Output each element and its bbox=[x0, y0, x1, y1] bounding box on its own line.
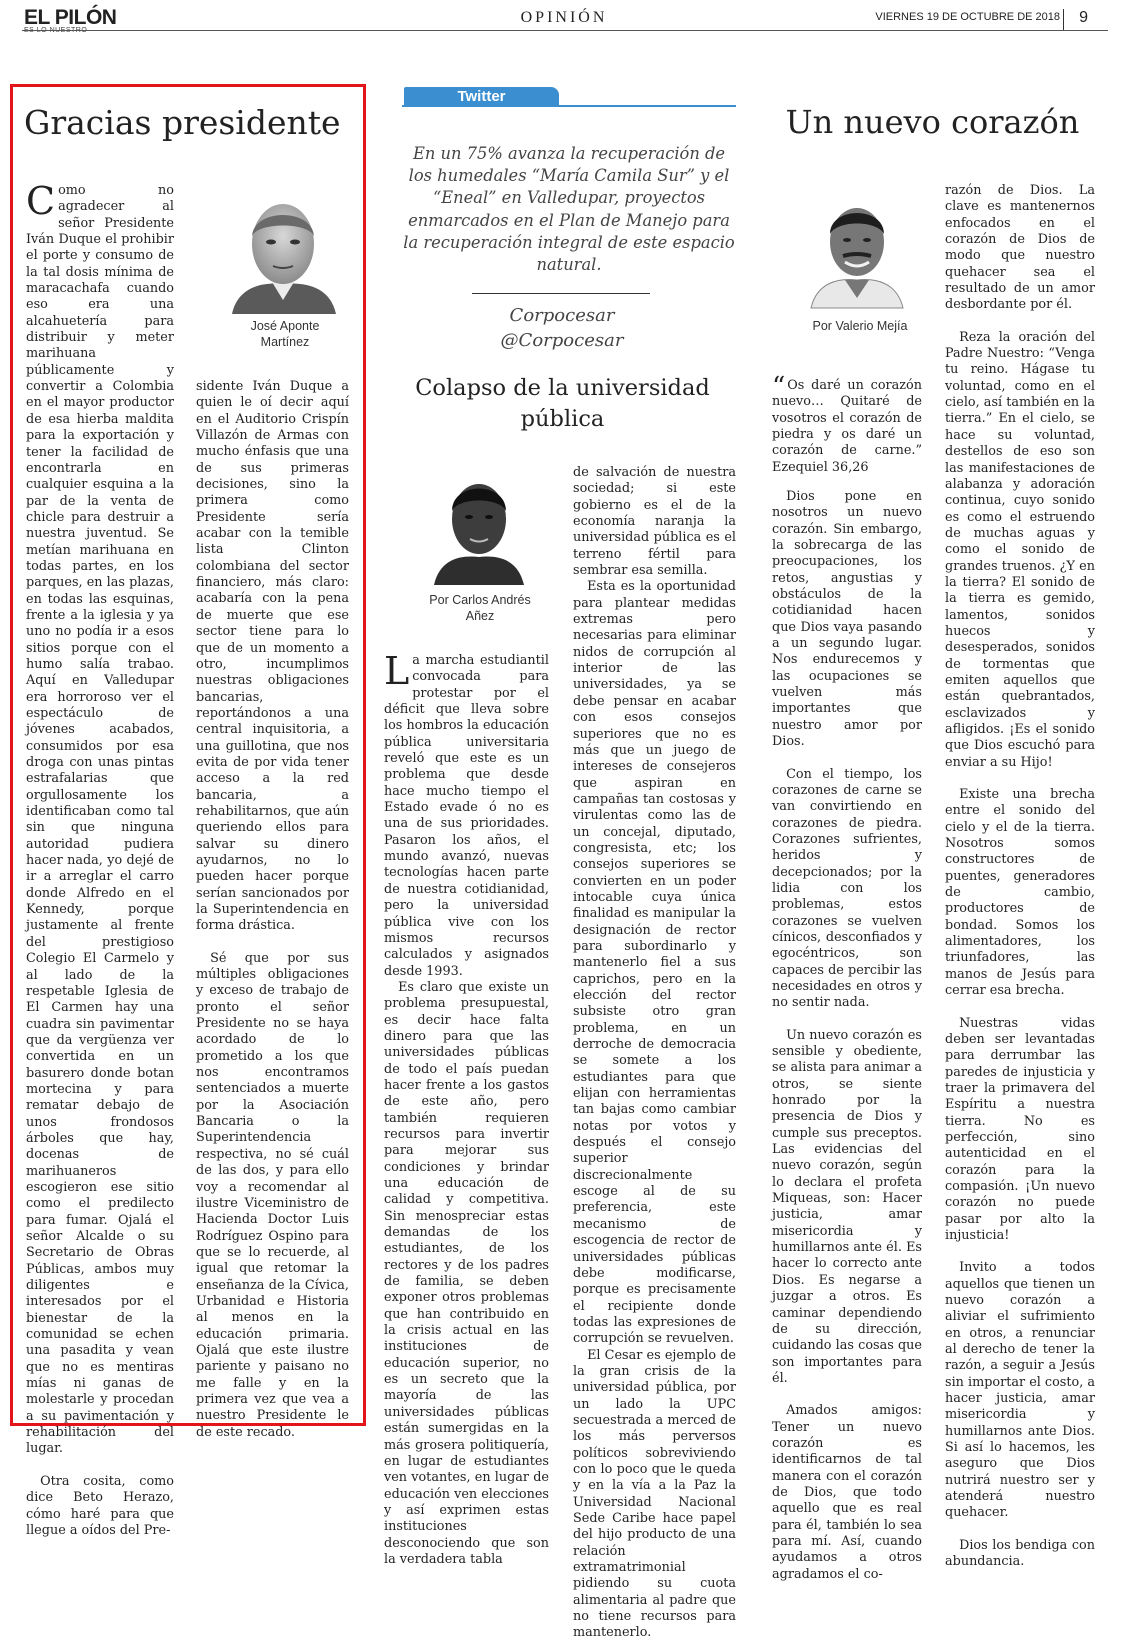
author-photo bbox=[430, 467, 528, 585]
article-column-2 bbox=[945, 183, 1095, 1570]
article-paragraph: Sé que por sus múltiples obligaciones y exceso de trabajo de pronto el señor Presidente no se haya acordado de lo prometido a los que nos encontramos sentenciados a muerte por la Asociación Bancaria o la Superintendencia respectiva, no sé cuál de las dos, y para ello voy a recomendar al ilustre Viceministro de Hacienda Doctor Luis Rodríguez Ospino para que se lo recuerde, al igual que retomar la enseñanza de la Cívica, Urbanidad e Historia al menos en la educación primaria. Ojalá que este ilustre pariente y paisano no me falle y en la primera vez que vea a nuestro Presidente le de este recado. bbox=[196, 950, 349, 1440]
article-paragraph: Dios los bendiga con abundancia. bbox=[945, 1537, 1095, 1570]
author-photo bbox=[224, 186, 342, 314]
tweet-source-handle: @Corpocesar bbox=[500, 330, 624, 351]
author-name: José Aponte bbox=[250, 319, 320, 333]
article-paragraph: razón de Dios. La clave es mantenernos enfocados en el corazón de Dios de modo que nuestro quehacer sea el resultado de un amor desbordante por él. bbox=[945, 183, 1095, 313]
article-column-2 bbox=[573, 465, 736, 1641]
article-paragraph: Dios pone en nosotros un nuevo corazón. Sin embargo, la sobrecarga de las preocupaciones, los retos, angustias y obstáculos de la cotidianidad hacen que Dios vaya pasando a un segundo lugar. Nos endurecemos y las ocupaciones se vuelven más importantes que nuestro amor por Dios. bbox=[772, 489, 922, 750]
page-number: 9 bbox=[1079, 9, 1088, 26]
issue-date: VIERNES 19 DE OCTUBRE DE 2018 bbox=[875, 11, 1060, 23]
header-rule bbox=[22, 30, 1108, 31]
article-paragraph: Con el tiempo, los corazones de carne se van convirtiendo en corazones de piedra. Corazones sufrientes, heridos y decepcionados; por la lidia con los problemas, estos corazones se vuelven cínicos, desconfiados y egocéntricos, son capaces de percibir las necesidades en otros y no sentir nada. bbox=[772, 766, 922, 1011]
article-paragraph: Otra cosita, como dice Beto Herazo, cómo haré para que llegue a oídos del Pre- bbox=[26, 1473, 174, 1538]
article-paragraph: Es claro que existe un problema presupuestal, es decir hace falta dinero para que las universidades públicas de todo el país puedan hacer frente a los gastos de este año, pero también requieren recursos para invertir para mejorar sus condiciones y brindar una educación de calidad y competitiva. Sin menospreciar estas demandas de los estudiantes, de los rectores y de los padres de familia, se deben exponer otros problemas que han contribuido en la crisis actual en las instituciones de educación superior, no es un secreto que la mayoría de las universidades públicas están sumergidas en la más grosera politiquería, en lugar de estudiantes ven votantes, en lugar de educación ven elecciones y así exprimen estas instituciones desconociendo que son la verdadera tabla bbox=[384, 979, 549, 1567]
author-caption: Por Valerio Mejía bbox=[812, 319, 908, 333]
quote-text: Os daré un corazón nuevo… Quitaré de vosotros el corazón de piedra y os daré un corazón de carne.” Ezequiel 36,26 bbox=[772, 378, 922, 475]
author-caption bbox=[405, 592, 555, 624]
header-separator bbox=[1063, 9, 1064, 31]
section-title: OPINIÓN bbox=[520, 9, 608, 26]
article-paragraph: Un nuevo corazón es sensible y obediente, se alista para animar a otros, se siente honrado por la presencia de Dios y cumple sus preceptos. Las evidencias del nuevo corazón, según lo declara el profeta Miqueas, son: Hacer justicia, amar misericordia y humillarnos ante él. Es hacer lo correcto ante Dios. Es negarse a juzgar a otros. Es caminar dependiendo de su dirección, cuidando las cosas que son importantes para él. bbox=[772, 1027, 922, 1386]
article-paragraph: Esta es la oportunidad para plantear medidas extremas pero necesarias para eliminar nidos de corrupción al interior de las universidades, ya se debe pensar en acabar con esos consejos superiores que no es más que un juego de intereses de consejeros que aspiran en campañas tan costosas y virulentas como las de un concejal, diputado, congresista, etc; los consejos superiores se convierten en un poder intocable cuya única finalidad es manipular la designación de rector para subordinarlo y mantenerlo fiel a sus caprichos, pero en la elección del rector subsiste otro gran problema, en un derroche de democracia se somete a los estudiantes para que elijan con herramientas tan bajas como cambiar notas por votos y después el consejo superior discrecionalmente escoge al de su preferencia, este mecanismo de escogencia de rector de universidades públicas debe modificarse, porque es precisamente el recipiente donde todas las expresiones de corrupción se revuelven. bbox=[573, 579, 736, 1347]
tweet-source-name: Corpocesar bbox=[509, 305, 615, 326]
article-paragraph: a marcha estudiantil convocada para protestar por el déficit que lleva sobre los hombros la educación pública universitaria reveló que este es un problema que desde hace mucho tiempo el Estado evade ó no es una de sus prioridades. Pasaron los años, el mundo avanzó, nuevas tecnologías hacen parte de nuestra cotidianidad, pero la universidad pública vive con los mismos recursos calculados y asignados desde 1993. bbox=[384, 653, 549, 979]
drop-cap: C bbox=[26, 179, 56, 223]
article-paragraph: Invito a todos aquellos que tienen un nuevo corazón a aliviar el sufrimiento en otros, a renunciar al derecho de tener la razón, a seguir a Jesús sin importar el costo, a hacer justicia, amar misericordia y humillarnos ante Dios. Si así lo hacemos, les aseguro que Dios nutrirá nuestro ser y atenderá nuestro quehacer. bbox=[945, 1260, 1095, 1521]
article-title: Gracias presidente bbox=[24, 103, 341, 142]
article-paragraph: Nuestras vidas deben ser levantadas para derrumbar las paredes de injusticia y traer la primavera del Espíritu a nuestra tierra. No es perfección, sino autenticidad en el corazón para la compasión. ¡Un nuevo corazón no puede pasar por alto la injusticia! bbox=[945, 1015, 1095, 1243]
twitter-label: Twitter bbox=[404, 87, 559, 106]
article-paragraph: El Cesar es ejemplo de la gran crisis de la universidad pública, por un lado la UPC secuestrada a merced de los más perversos políticos sobreviviendo con lo poco que le queda y en la vía a la Paz la Universidad Nacional Sede Caribe hace papel del hijo producto de una relación extramatrimonial pidiendo su cuota alimentaria al padre que no tiene recursos para mantenerlo. bbox=[573, 1347, 736, 1641]
article-column-1 bbox=[26, 179, 174, 1538]
article-paragraph: de salvación de nuestra sociedad; si este gobierno es el de la economía naranja la universidad pública es el terreno fértil para sembrar esa semilla. bbox=[573, 465, 736, 579]
tweet-source bbox=[402, 303, 722, 353]
author-surname: Añez bbox=[465, 609, 495, 623]
author-surname: Martínez bbox=[260, 335, 310, 349]
tweet-text: En un 75% avanza la recuperación de los humedales “María Camila Sur” y el “Eneal” en Valledupar, proyectos enmarcados en el Plan de Manejo para la recuperación integral de este espacio natural. bbox=[403, 144, 735, 275]
article-column-1 bbox=[772, 489, 922, 1582]
newspaper-logo: EL PILÓN bbox=[24, 6, 117, 29]
article-paragraph: Amados amigos: Tener un nuevo corazón es identificarnos de tal manera con el corazón de Dios, que todo aquello que es real para él, también lo sea para mí. Así, cuando ayudamos a otros agradamos el co- bbox=[772, 1403, 922, 1582]
drop-cap: L bbox=[384, 649, 410, 693]
article-title: Colapso de la universidad pública bbox=[415, 375, 710, 432]
pull-quote: “ Os daré un corazón nuevo… Quitaré de vosotros el corazón de piedra y os daré un corazón de carne.” Ezequiel 36,26 bbox=[772, 372, 922, 475]
author-name: Por Carlos Andrés bbox=[429, 593, 531, 607]
article-paragraph: omo no agradecer al señor Presidente Iván Duque el prohibir el porte y consumo de la tal dosis mínima de maracachafa cuando eso era una alcahuetería para distribuir y meter marihuana públicamente y convertir a Colombia en el mayor productor de esa hierba maldita para la exportación y tener la facilidad de encontrarla en cualquier esquina a la par de la venta de chicle para destruir a nuestra juventud. Se metían marihuana en todas partes, en los parques, en las plazas, en todas las esquinas, frente a la iglesia y ya uno no podía ir a esos sitios porque con el humo salía trabao. Aquí en Valledupar era horroroso ver el espectáculo de jóvenes acabados, consumidos por esa droga con unas pintas estrafalarias que orgullosamente los identificaban como tal sin que ninguna autoridad pudiera hacer nada, yo dejé de ir a arreglar el carro donde Alfredo en el Kennedy, porque justamente al frente del prestigioso Colegio El Carmelo y al lado de la respetable Iglesia de El Carmen hay una cuadra sin pavimentar que da vergüenza ver convertida en un basurero donde botan mortecina y para rematar debajo de unos frondosos árboles que hay, docenas de marihuaneros escogieron ese sitio como el predilecto para fumar. Ojalá el señor Alcalde o su Secretario de Obras Públicas, ambos muy diligentes e interesados por el bienestar de la comunidad se echen una pasadita y vean que no es mentiras mías ni ganas de molestarle y procedan a su pavimentación y rehabilitación del lugar. bbox=[26, 183, 174, 1457]
article-column-2 bbox=[196, 379, 349, 1440]
article-paragraph: Reza la oración del Padre Nuestro: “Venga tu reino. Hágase tu voluntad, como en el cielo, así también en la tierra.” En el cielo, se hace su voluntad, destellos de eso son las manifestaciones de alabanza y adoración continua, cuyo sonido es como el estruendo de muchas aguas y como el sonido de grandes truenos. ¿Y en la tierra? El sonido de la tierra es gemido, lamentos, sonidos huecos y desesperados, sonidos de tormentas que emiten aquellos que están quebrantados, esclavizados y afligidos. ¡Es el sonido que Dios escuchó para enviar a su Hijo! bbox=[945, 329, 1095, 770]
article-paragraph: Existe una brecha entre el sonido del cielo y el de la tierra. Nosotros somos constructores de puentes, generadores de cambio, productores de bondad. Somos los alimentadores, los triunfadores, las manos de Jesús para cerrar esa brecha. bbox=[945, 787, 1095, 999]
article-title: Un nuevo corazón bbox=[785, 103, 1080, 141]
article-column-1 bbox=[384, 649, 549, 1567]
author-photo bbox=[805, 190, 909, 308]
author-caption bbox=[215, 318, 355, 350]
article-paragraph: sidente Iván Duque a quien le oí decir aquí en el Auditorio Crispín Villazón de Armas con mucho énfasis que una de sus primeras decisiones, sino la primera como Presidente sería acabar con la temible lista Clinton colombiana del sector financiero, más claro: acabaría con la pena de muerte que ese sector tiene para lo que de un momento a otro, incumplimos nuestras obligaciones bancarias, reportándonos a una central inquisitoria, a una guillotina, que nos evita de por vida tener acceso a la red bancaria, a rehabilitarnos, que aún queriendo ellos para salvar su dinero ayudarnos, no lo pueden hacer porque serían sancionados por la Superintendencia en forma drástica. bbox=[196, 379, 349, 934]
tweet-divider bbox=[472, 293, 650, 294]
